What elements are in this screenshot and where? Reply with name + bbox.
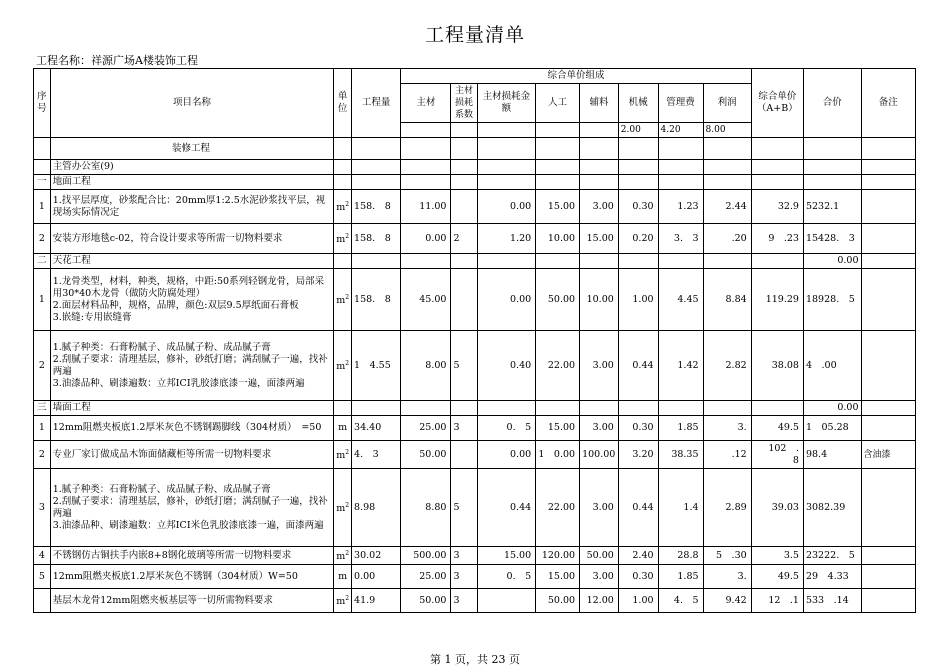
row-item-name: 装修工程 <box>50 138 334 160</box>
row-machinery: 0.30 <box>618 190 658 224</box>
header-machinery: 机械 <box>618 84 658 123</box>
row-total-price: 1 05.28 <box>803 416 861 441</box>
row-main-loss-coef <box>451 269 477 331</box>
row-total-price: 3082.39 <box>803 469 861 547</box>
row-machinery: 0.44 <box>618 331 658 401</box>
row-quantity: 4. 3 <box>352 441 401 469</box>
header-seq: 序号 <box>34 69 51 138</box>
row-main-material <box>401 138 451 160</box>
row-main-loss-coef <box>451 401 477 416</box>
header-total-price: 合价 <box>803 69 861 138</box>
row-seq <box>34 589 51 613</box>
row-machinery: 1.00 <box>618 269 658 331</box>
row-composite-price: 102 . 8 <box>751 441 803 469</box>
row-labor: 120.00 <box>536 547 580 565</box>
row-total-price: 18928. 5 <box>803 269 861 331</box>
row-main-loss-amount: 0.00 <box>477 441 536 469</box>
row-main-loss-coef <box>451 190 477 224</box>
row-remark <box>861 565 916 589</box>
row-composite-price: 9 .23 <box>751 224 803 254</box>
row-labor <box>536 175 580 190</box>
section-row <box>34 401 916 416</box>
row-quantity: 0.00 <box>352 565 401 589</box>
row-main-loss-amount: 1.20 <box>477 224 536 254</box>
row-auxiliary: 15.00 <box>580 224 619 254</box>
row-management-fee: 1.42 <box>658 331 703 401</box>
row-profit: 9.42 <box>703 589 751 613</box>
row-management-fee: 38.35 <box>658 441 703 469</box>
row-composite-price: 39.03 <box>751 469 803 547</box>
row-total-price: 98.4 <box>803 441 861 469</box>
header-composite-group: 综合单价组成 <box>401 69 751 84</box>
header-row-1 <box>34 69 916 84</box>
table-row <box>34 416 916 441</box>
header-main-loss-coef: 主材损耗系数 <box>451 84 477 123</box>
row-item-name: 专业厂家订做成品木饰面储藏柜等所需一切物料要求 <box>50 441 334 469</box>
row-auxiliary <box>580 401 619 416</box>
row-item-name: 12mm阻燃夹板底1.2厚米灰色不锈钢踢脚线（304材质） =50 <box>50 416 334 441</box>
row-remark <box>861 331 916 401</box>
row-main-material <box>401 254 451 269</box>
row-profit: 2.82 <box>703 331 751 401</box>
row-seq: 2 <box>34 441 51 469</box>
row-composite-price: 32.9 <box>751 190 803 224</box>
row-auxiliary: 3.00 <box>580 469 619 547</box>
row-main-loss-amount <box>477 175 536 190</box>
row-main-material: 8.00 <box>401 331 451 401</box>
row-item-name: 地面工程 <box>50 175 334 190</box>
row-auxiliary <box>580 160 619 175</box>
row-quantity: 158. 8 <box>352 190 401 224</box>
project-name: 工程名称：祥源广场A楼装饰工程 <box>36 54 198 67</box>
row-main-loss-coef: 5 <box>451 469 477 547</box>
row-seq: 3 <box>34 469 51 547</box>
unit-label: m 2 <box>336 295 349 306</box>
row-total-price: 0.00 <box>803 401 861 416</box>
row-composite-price <box>751 160 803 175</box>
row-item-name: 主管办公室(9) <box>50 160 334 175</box>
row-composite-price: 49.5 <box>751 416 803 441</box>
row-item-name: 1.腻子种类：石膏粉腻子、成品腻子粉、成品腻子膏 2.刮腻子要求：清理基层，修补，砂纸打磨；满刮腻子一遍，找补两遍 3.油漆品种、刷漆遍数：立邦ICI米色乳胶漆底漆一遍，面漆两遍 <box>50 469 334 547</box>
row-machinery: 0.30 <box>618 565 658 589</box>
row-main-loss-coef: 3 <box>451 416 477 441</box>
row-main-material: 500.00 <box>401 547 451 565</box>
header-auxiliary: 辅料 <box>580 84 619 123</box>
row-composite-price: 49.5 <box>751 565 803 589</box>
row-quantity <box>352 138 401 160</box>
header-main-material: 主材 <box>401 84 451 123</box>
header-management-fee: 管理费 <box>658 84 703 123</box>
row-main-loss-amount: 0.44 <box>477 469 536 547</box>
unit-label: m 2 <box>336 503 349 514</box>
row-composite-price <box>751 138 803 160</box>
row-quantity <box>352 175 401 190</box>
row-main-loss-amount: 0. 5 <box>477 565 536 589</box>
row-profit <box>703 175 751 190</box>
row-auxiliary <box>580 254 619 269</box>
row-main-loss-coef: 5 <box>451 331 477 401</box>
row-seq: 2 <box>34 331 51 401</box>
row-auxiliary: 3.00 <box>580 416 619 441</box>
row-main-loss-amount <box>477 160 536 175</box>
row-management-fee <box>658 138 703 160</box>
row-total-price: 533 .14 <box>803 589 861 613</box>
header-rate-coef <box>451 123 477 138</box>
row-unit <box>334 224 352 254</box>
table-row <box>34 469 916 547</box>
row-main-loss-amount: 0.00 <box>477 190 536 224</box>
header-rate-aux <box>580 123 619 138</box>
row-main-loss-coef: 3 <box>451 547 477 565</box>
row-item-name: 安装方形地毯c-02，符合设计要求等所需一切物料要求 <box>50 224 334 254</box>
row-profit <box>703 254 751 269</box>
row-main-loss-amount: 0.00 <box>477 269 536 331</box>
row-auxiliary: 12.00 <box>580 589 619 613</box>
row-unit <box>334 175 352 190</box>
unit-label: m 2 <box>336 450 349 461</box>
row-profit: 2.89 <box>703 469 751 547</box>
row-seq: 2 <box>34 224 51 254</box>
row-composite-price: 12 .1 <box>751 589 803 613</box>
row-main-loss-coef <box>451 441 477 469</box>
row-remark: 含油漆 <box>861 441 916 469</box>
row-total-price: 0.00 <box>803 254 861 269</box>
row-auxiliary: 3.00 <box>580 190 619 224</box>
row-machinery: 0.20 <box>618 224 658 254</box>
row-profit <box>703 401 751 416</box>
row-total-price <box>803 175 861 190</box>
row-management-fee: 4.45 <box>658 269 703 331</box>
row-main-material: 8.80 <box>401 469 451 547</box>
row-unit <box>334 138 352 160</box>
row-machinery: 0.30 <box>618 416 658 441</box>
row-main-material <box>401 175 451 190</box>
row-labor: 15.00 <box>536 565 580 589</box>
row-seq: 一 <box>34 175 51 190</box>
row-unit <box>334 401 352 416</box>
row-management-fee <box>658 175 703 190</box>
row-remark <box>861 416 916 441</box>
row-unit <box>334 254 352 269</box>
row-management-fee: 4. 5 <box>658 589 703 613</box>
row-main-material: 0.00 <box>401 224 451 254</box>
row-main-loss-amount: 0. 5 <box>477 416 536 441</box>
row-item-name: 基层木龙骨12mm阻燃夹板基层等一切所需物料要求 <box>50 589 334 613</box>
section-row <box>34 254 916 269</box>
row-machinery <box>618 401 658 416</box>
document-title: 工程量清单 <box>424 24 525 46</box>
row-seq <box>34 138 51 160</box>
row-management-fee: 28.8 <box>658 547 703 565</box>
row-remark <box>861 469 916 547</box>
row-management-fee: 1.4 <box>658 469 703 547</box>
profit-rate: 8.00 <box>703 123 751 138</box>
row-auxiliary <box>580 175 619 190</box>
row-remark <box>861 160 916 175</box>
row-unit: m <box>334 565 352 589</box>
row-management-fee <box>658 254 703 269</box>
unit-label: m 2 <box>336 361 349 372</box>
row-quantity <box>352 160 401 175</box>
row-composite-price <box>751 175 803 190</box>
table-row <box>34 269 916 331</box>
row-machinery <box>618 175 658 190</box>
row-main-material: 50.00 <box>401 441 451 469</box>
row-remark <box>861 547 916 565</box>
header-item-name: 项目名称 <box>50 69 334 138</box>
table-row <box>34 224 916 254</box>
row-total-price: 15428. 3 <box>803 224 861 254</box>
unit-label: m 2 <box>336 551 349 562</box>
row-profit: 2.44 <box>703 190 751 224</box>
row-total-price <box>803 160 861 175</box>
row-main-material: 50.00 <box>401 589 451 613</box>
row-seq: 5 <box>34 565 51 589</box>
header-rate-labor <box>536 123 580 138</box>
row-main-material: 25.00 <box>401 565 451 589</box>
row-profit: .20 <box>703 224 751 254</box>
row-main-loss-coef: 3 <box>451 565 477 589</box>
row-main-loss-coef <box>451 138 477 160</box>
row-profit: .12 <box>703 441 751 469</box>
row-labor: 10.00 <box>536 224 580 254</box>
row-main-loss-coef <box>451 175 477 190</box>
row-composite-price: 3.5 <box>751 547 803 565</box>
row-management-fee: 3. 3 <box>658 224 703 254</box>
row-management-fee: 1.23 <box>658 190 703 224</box>
row-quantity <box>352 254 401 269</box>
header-rate-loss <box>477 123 536 138</box>
row-item-name: 1.龙骨类型，材料，种类，规格，中距:50系列轻钢龙骨，局部采用30*40木龙骨（做防火防腐处理） 2.面层材料品种，规格，品牌，颜色:双层9.5厚纸面石膏板 3.嵌缝:专用嵌缝膏 <box>50 269 334 331</box>
row-item-name: 不锈钢仿古铜扶手内嵌8+8钢化玻璃等所需一切物料要求 <box>50 547 334 565</box>
header-unit: 单位 <box>334 69 352 138</box>
table-row <box>34 589 916 613</box>
row-main-loss-coef: 2 <box>451 224 477 254</box>
row-unit <box>334 331 352 401</box>
row-item-name: 墙面工程 <box>50 401 334 416</box>
row-seq: 1 <box>34 416 51 441</box>
row-seq: 二 <box>34 254 51 269</box>
row-management-fee: 1.85 <box>658 565 703 589</box>
row-composite-price <box>751 254 803 269</box>
row-quantity: 8.98 <box>352 469 401 547</box>
row-remark <box>861 190 916 224</box>
row-main-loss-amount <box>477 254 536 269</box>
row-item-name: 天花工程 <box>50 254 334 269</box>
unit-label: m 2 <box>336 234 349 245</box>
row-labor: 1 0.00 <box>536 441 580 469</box>
row-profit: 5 .30 <box>703 547 751 565</box>
row-main-loss-amount <box>477 138 536 160</box>
row-seq <box>34 160 51 175</box>
row-profit <box>703 160 751 175</box>
row-main-loss-coef <box>451 160 477 175</box>
row-machinery <box>618 138 658 160</box>
row-unit <box>334 589 352 613</box>
row-main-loss-amount <box>477 401 536 416</box>
header-rate-main <box>401 123 451 138</box>
row-main-loss-amount: 0.40 <box>477 331 536 401</box>
row-auxiliary: 10.00 <box>580 269 619 331</box>
table-row <box>34 547 916 565</box>
row-seq: 1 <box>34 190 51 224</box>
table-row <box>34 441 916 469</box>
row-machinery: 3.20 <box>618 441 658 469</box>
row-labor: 15.00 <box>536 416 580 441</box>
table-row <box>34 190 916 224</box>
row-composite-price <box>751 401 803 416</box>
row-composite-price: 119.29 <box>751 269 803 331</box>
header-profit: 利润 <box>703 84 751 123</box>
row-profit: 3. <box>703 416 751 441</box>
row-unit <box>334 269 352 331</box>
section-row <box>34 160 916 175</box>
row-labor: 15.00 <box>536 190 580 224</box>
row-total-price: 5232.1 <box>803 190 861 224</box>
row-machinery: 1.00 <box>618 589 658 613</box>
row-quantity: 158. 8 <box>352 224 401 254</box>
row-profit: 8.84 <box>703 269 751 331</box>
header-main-loss-amount: 主材损耗金额 <box>477 84 536 123</box>
row-main-loss-amount <box>477 589 536 613</box>
row-management-fee: 1.85 <box>658 416 703 441</box>
row-quantity: 1 4.55 <box>352 331 401 401</box>
row-main-material: 11.00 <box>401 190 451 224</box>
row-machinery <box>618 254 658 269</box>
row-remark <box>861 175 916 190</box>
row-remark <box>861 589 916 613</box>
machinery-rate: 2.00 <box>618 123 658 138</box>
row-composite-price: 38.08 <box>751 331 803 401</box>
row-auxiliary <box>580 138 619 160</box>
section-row <box>34 175 916 190</box>
row-management-fee <box>658 160 703 175</box>
table-body <box>34 138 916 613</box>
management-rate: 4.20 <box>658 123 703 138</box>
row-remark <box>861 224 916 254</box>
row-seq: 1 <box>34 269 51 331</box>
row-remark <box>861 401 916 416</box>
row-labor <box>536 401 580 416</box>
table-row <box>34 331 916 401</box>
row-remark <box>861 254 916 269</box>
row-main-loss-amount: 15.00 <box>477 547 536 565</box>
row-unit <box>334 160 352 175</box>
row-item-name: 1.找平层厚度，砂浆配合比：20mm厚1:2.5水泥砂浆找平层，视现场实际情况定 <box>50 190 334 224</box>
row-labor <box>536 254 580 269</box>
row-auxiliary: 3.00 <box>580 565 619 589</box>
header-remarks: 备注 <box>861 69 916 138</box>
row-main-material <box>401 160 451 175</box>
row-labor <box>536 138 580 160</box>
row-seq: 三 <box>34 401 51 416</box>
row-remark <box>861 138 916 160</box>
row-unit: m <box>334 416 352 441</box>
row-item-name: 1.腻子种类：石膏粉腻子、成品腻子粉、成品腻子膏 2.刮腻子要求：清理基层，修补，砂纸打磨；满刮腻子一遍，找补两遍 3.油漆品种、刷漆遍数：立邦ICI乳胶漆底漆一遍，面漆两遍 <box>50 331 334 401</box>
row-total-price <box>803 138 861 160</box>
section-row <box>34 138 916 160</box>
row-auxiliary: 3.00 <box>580 331 619 401</box>
row-main-material <box>401 401 451 416</box>
row-item-name: 12mm阻燃夹板底1.2厚米灰色不锈钢（304材质）W=50 <box>50 565 334 589</box>
row-labor: 50.00 <box>536 269 580 331</box>
row-management-fee <box>658 401 703 416</box>
header-composite-price: 综合单价（A+B） <box>751 69 803 138</box>
row-main-material: 25.00 <box>401 416 451 441</box>
row-machinery: 0.44 <box>618 469 658 547</box>
row-machinery: 2.40 <box>618 547 658 565</box>
bill-of-quantities-table <box>33 68 916 613</box>
row-profit: 3. <box>703 565 751 589</box>
row-profit <box>703 138 751 160</box>
row-quantity: 158. 8 <box>352 269 401 331</box>
row-quantity: 34.40 <box>352 416 401 441</box>
row-main-material: 45.00 <box>401 269 451 331</box>
row-labor: 22.00 <box>536 469 580 547</box>
row-unit <box>334 469 352 547</box>
row-main-loss-coef: 3 <box>451 589 477 613</box>
unit-label: m 2 <box>336 202 349 213</box>
row-main-loss-coef <box>451 254 477 269</box>
row-unit <box>334 547 352 565</box>
row-labor: 22.00 <box>536 331 580 401</box>
header-quantity: 工程量 <box>352 69 401 138</box>
row-auxiliary: 100.00 <box>580 441 619 469</box>
row-unit <box>334 190 352 224</box>
row-total-price: 29 4.33 <box>803 565 861 589</box>
row-quantity <box>352 401 401 416</box>
row-total-price: 23222. 5 <box>803 547 861 565</box>
row-total-price: 4 .00 <box>803 331 861 401</box>
page-footer: 第 1 页，共 23 页 <box>430 653 520 666</box>
unit-label: m 2 <box>336 596 349 607</box>
row-labor <box>536 160 580 175</box>
row-machinery <box>618 160 658 175</box>
row-quantity: 30.02 <box>352 547 401 565</box>
row-labor: 50.00 <box>536 589 580 613</box>
row-remark <box>861 269 916 331</box>
row-quantity: 41.9 <box>352 589 401 613</box>
header-labor: 人工 <box>536 84 580 123</box>
row-unit <box>334 441 352 469</box>
row-seq: 4 <box>34 547 51 565</box>
row-auxiliary: 50.00 <box>580 547 619 565</box>
table-row <box>34 565 916 589</box>
